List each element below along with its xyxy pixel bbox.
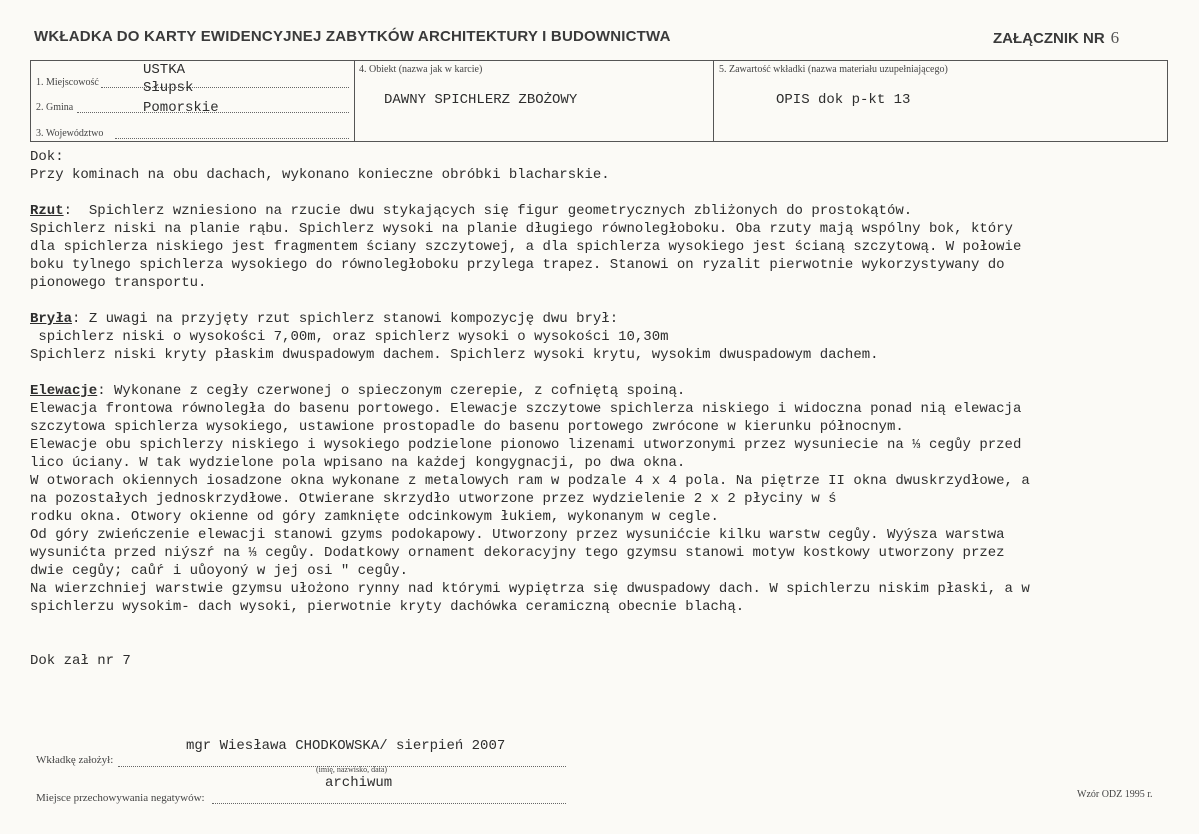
storage-dots [212,803,566,804]
dok-text-line: Przy kominach na obu dachach, wykonano konieczne obróbki blacharskie. [30,167,610,183]
location-label: 1. Miejscowość [36,77,99,88]
elewacje-lines [30,400,1180,616]
location-dots [101,87,349,88]
province-dots [115,138,349,139]
page-title: WKŁADKA DO KARTY EWIDENCYJNEJ ZABYTKÓW ARCHITEKTURY I BUDOWNICTWA [34,28,671,45]
form-header-box [30,60,1168,142]
elewacje-text-line: szczytowa spichlerza wysokiego, ustawione prostopadle do basenu portowego zwrócone w kierunku północnym. [30,419,904,435]
elewacje-text-line: Na wierzchniej warstwie gzymsu ułożono rynny nad którymi wypiętrza się dwuspadowy dach. W spichlerzu niskim płaski, a w [30,581,1030,597]
dok-lines [30,166,1180,184]
annex-label [993,28,1119,48]
elewacje-text-line: spichlerzu wysokim- dach wysoki, pierwotnie kryty dachówka ceramiczną obecnie blachą. [30,599,745,615]
elewacje-heading: Elewacje [30,383,98,399]
object-label: 4. Obiekt (nazwa jak w karcie) [359,64,483,75]
bryla-text-line: Spichlerz niski kryty płaskim dwuspadowym dachem. Spichlerz wysoki krytu, wysokim dwuspadowym dachem. [30,347,879,363]
bryla-text-line: spichlerz niski o wysokości 7,00m, oraz spichlerz wysoki o wysokości 10,30m [30,329,669,345]
storage-label: Miejsce przechowywania negatywów: [36,792,205,804]
elewacje-text-line: Elewacje obu spichlerzy niskiego i wysokiego podzielone pionowo lizenami utworzonymi przez wysuniecie na ⅓ cegůy przed [30,437,1022,453]
closing-note: Dok zał nr 7 [30,653,131,669]
rzut-first-line [30,202,1180,220]
bryla-lines [30,328,1180,364]
bryla-first-line [30,310,1180,328]
province-value: Pomorskie [143,100,219,116]
author-value: mgr Wiesława CHODKOWSKA/ sierpień 2007 [186,738,506,754]
bryla-first-text: : Z uwagi na przyjęty rzut spichlerz stanowi kompozycję dwu brył: [72,311,619,327]
elewacje-first-text: : Wykonane z cegły czerwonej o spieczonym czerepie, z cofniętą spoiną. [97,383,686,399]
rzut-heading: Rzut [30,203,64,219]
elewacje-first-line [30,382,1180,400]
elewacje-text-line: rodku okna. Otwory okienne od góry zamknięte odcinkowym łukiem, wykonanym w cegle. [30,509,719,525]
annex-number: 6 [1110,28,1120,47]
elewacje-text-line: W otworach okiennych iosadzone okna wykonane z metalowych ram w podzale 4 x 4 pola. Na piętrze II okna dwuskrzydłowe, a [30,473,1030,489]
elewacje-text-line: na pozostałych jednoskrzydłowe. Otwierane skrzydło utworzone przez wydzielenie 2 x 2 płyciny w ś [30,491,837,507]
province-label: 3. Województwo [36,128,104,139]
divider-2 [713,61,714,141]
bryla-heading: Bryła [30,311,73,327]
elewacje-text-line: Elewacja frontowa równoległa do basenu portowego. Elewacje szczytowe spichlerza niskiego i widoczna ponad nią elewacja [30,401,1022,417]
storage-value: archiwum [325,775,393,791]
description-body [30,148,1180,670]
content-label: 5. Zawartość wkładki (nazwa materiału uzupełniającego) [719,64,948,75]
rzut-first-text: : Spichlerz wzniesiono na rzucie dwu stykających się figur geometrycznych zbliżonych do prostokątów. [63,203,913,219]
rzut-lines [30,220,1180,292]
dok-heading: Dok: [30,149,64,165]
elewacje-text-line: dwie cegůy; caůŕ i uůoyoný w jej osi ″ cegůy. [30,563,409,579]
location-value: USTKA [143,62,186,78]
rzut-text-line: Spichlerz niski na planie rąbu. Spichlerz wysoki na planie długiego równoległoboku. Oba rzuty mają wspólny bok, który [30,221,1013,237]
rzut-text-line: boku tylnego spichlerza wysokiego do równoległoboku przylega trapez. Stanowi on ryzalit pierwotnie wykorzystywany do [30,257,1005,273]
template-note: Wzór ODZ 1995 r. [1077,789,1153,800]
rzut-text-line: dla spichlerza niskiego jest fragmentem ściany szczytowej, a dla spichlerza wysokiego jest ścianą szczytową. W połowie [30,239,1022,255]
author-label: Wkładkę założył: [36,754,114,766]
author-hint: (imię, nazwisko, data) [316,765,388,774]
divider-1 [354,61,355,141]
elewacje-text-line: lico úciany. W tak wydzielone pola wpisano na każdej kongygnacji, po dwa okna. [30,455,686,471]
content-value: OPIS dok p-kt 13 [776,92,911,108]
annex-label-text: ZAŁĄCZNIK NR [993,30,1105,47]
object-value: DAWNY SPICHLERZ ZBOŻOWY [384,92,578,108]
commune-label: 2. Gmina [36,102,74,113]
commune-value: Słupsk [143,80,194,96]
elewacje-text-line: Od góry zwieńczenie elewacji stanowi gzyms podokapowy. Utworzony przez wysunićcie kilku warstw cegůy. Wyýsza warstwa [30,527,1005,543]
elewacje-text-line: wysunićta przed niýszŕ na ⅓ cegůy. Dodatkowy ornament dekoracyjny tego gzymsu stanowi motyw kostkowy utworzony przez [30,545,1005,561]
rzut-text-line: pionowego transportu. [30,275,207,291]
